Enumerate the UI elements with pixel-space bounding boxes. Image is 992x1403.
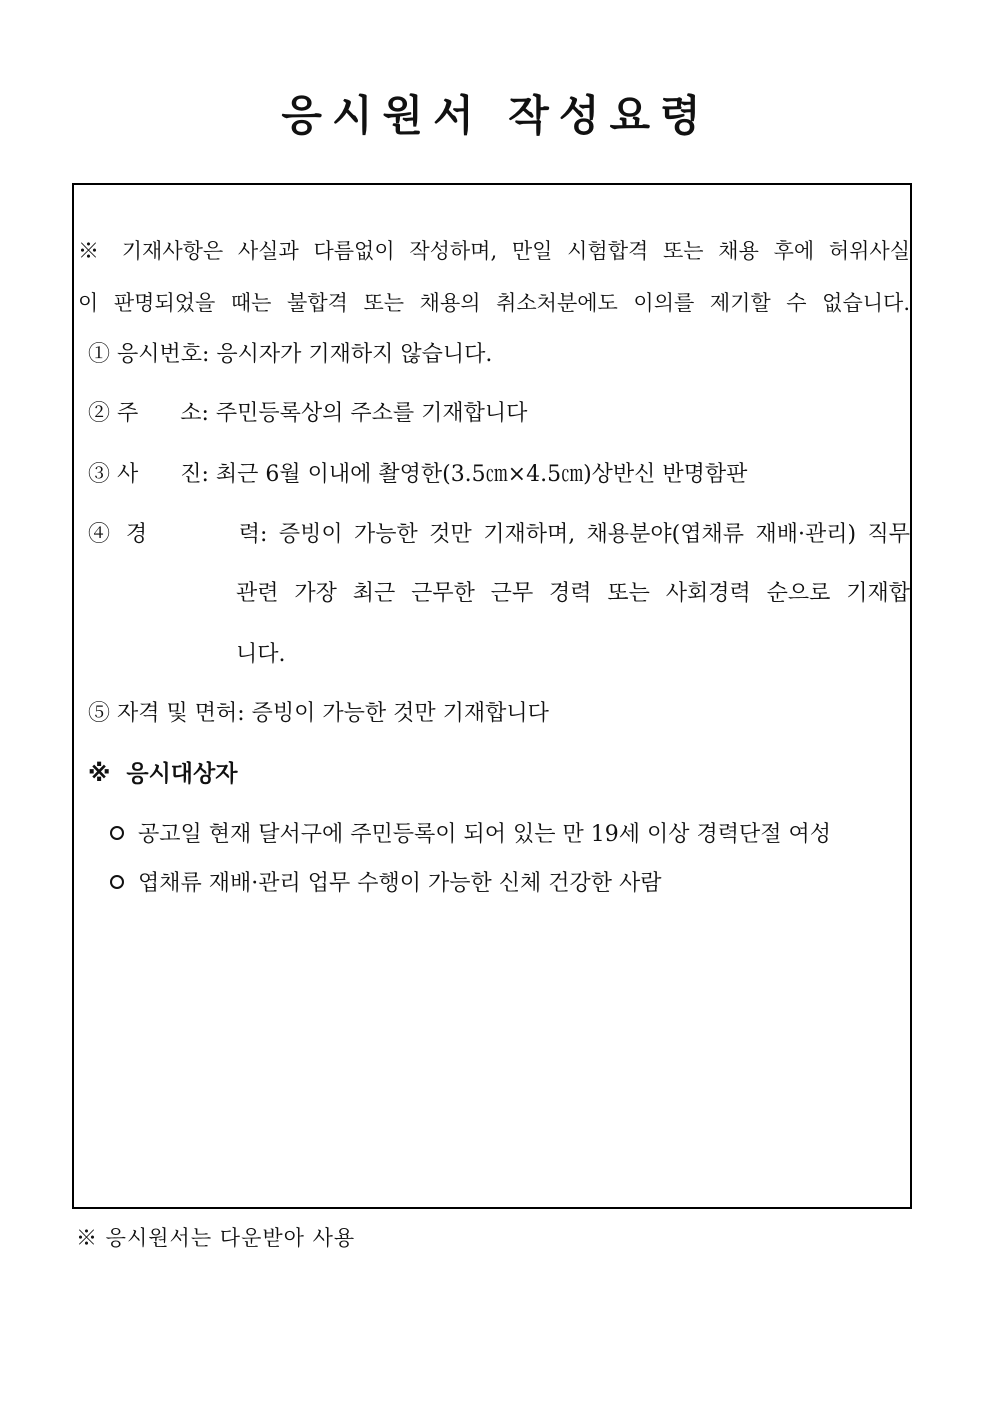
page-title: 응시원서 작성요령 (281, 91, 711, 140)
eligibility-bullet (110, 869, 662, 899)
item-career-line-2: 관련 가장 최근 근무한 근무 경력 또는 사회경력 순으로 기재합 (236, 581, 910, 606)
eligibility-bullet-text: 공고일 현재 달서구에 주민등록이 되어 있는 만 19세 이상 경력단절 여성 (138, 822, 831, 847)
instructions-box (72, 183, 912, 1209)
circle-bullet-icon (110, 875, 124, 889)
notice-line-1: ※ 기재사항은 사실과 다름없이 작성하며, 만일 시험합격 또는 채용 후에 허위사실 (78, 239, 910, 263)
eligibility-bullet (110, 820, 831, 850)
item-photo: ③ 사 진: 최근 6월 이내에 촬영한(3.5㎝×4.5㎝)상반신 반명함판 (88, 462, 748, 487)
item-address: ② 주 소: 주민등록상의 주소를 기재합니다 (88, 401, 528, 426)
circle-bullet-icon (110, 826, 124, 840)
eligibility-heading: ※ 응시대상자 (88, 761, 238, 787)
item-license: ⑤ 자격 및 면허: 증빙이 가능한 것만 기재합니다 (88, 701, 549, 726)
notice-line-2: 이 판명되었을 때는 불합격 또는 채용의 취소처분에도 이의를 제기할 수 없습니다. (78, 291, 910, 315)
footer-note: ※ 응시원서는 다운받아 사용 (76, 1226, 356, 1250)
item-exam-number: ① 응시번호: 응시자가 기재하지 않습니다. (88, 342, 493, 367)
eligibility-bullet-text: 엽채류 재배·관리 업무 수행이 가능한 신체 건강한 사람 (138, 871, 662, 896)
item-career-line-1: ④ 경 력: 증빙이 가능한 것만 기재하며, 채용분야(엽채류 재배·관리) 직무 (88, 522, 910, 547)
item-career-line-3: 니다. (236, 642, 286, 667)
